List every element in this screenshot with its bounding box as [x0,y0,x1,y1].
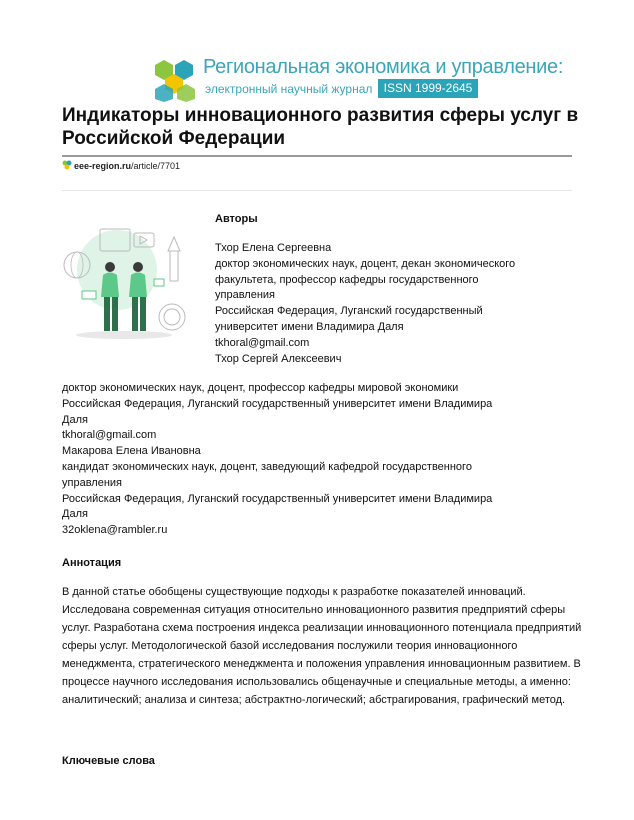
author-1-position: доктор экономических наук, доцент, декан экономического [215,257,516,270]
source-path[interactable]: /article/7701 [131,161,181,171]
author-1-affiliation: университет имени Владимира Даля [215,320,404,333]
author-3-name: Макарова Елена Ивановна [62,445,201,458]
author-2-affiliation: Российская Федерация, Луганский государственный университет имени Владимира [62,397,493,410]
author-1-affiliation: Российская Федерация, Луганский государственный [215,305,483,318]
innovation-illustration [62,225,192,340]
author-3-affiliation: Даля [62,508,88,521]
author-3-email[interactable]: 32oklena@rambler.ru [62,524,168,537]
authors-heading: Авторы [215,213,258,225]
abstract-text: В данной статье обобщены существующие подходы к разработке показателей инноваций. Исследована современная ситуация относительно инновационного развития предприятий сферы услуг. Разработана схема построения индекса реализации инновационного потенциала предприятий сферы услуг. Методологической базой исследования послужили теория инновационного менеджмента, стратегического менеджмента и положения управления инновационным развитием. В процессе научного исследования использовались общенаучные и специальные методы, а именно: аналитический; анализа и синтеза; абстрактно-логический; абстрагирования, графический метод. [62,586,582,706]
author-1-email[interactable]: tkhoral@gmail.com [215,336,310,349]
journal-logo-icon [154,58,198,102]
title-divider [62,155,572,157]
author-3-affiliation: Российская Федерация, Луганский государственный университет имени Владимира [62,492,493,505]
article-title: Индикаторы инновационного развития сферы услуг в Российской Федерации [62,105,579,149]
source-domain[interactable]: eee-region.ru [74,161,132,171]
author-2-name: Тхор Сергей Алексеевич [215,352,342,365]
section-divider [62,190,572,191]
author-1-position: факультета, профессор кафедры государственного [215,273,479,286]
author-3-position: кандидат экономических наук, доцент, заведующий кафедрой государственного [62,460,472,473]
author-2-affiliation: Даля [62,413,88,426]
site-favicon-icon [62,160,72,170]
journal-subtitle: электронный научный журнал [205,82,373,96]
author-2-position: доктор экономических наук, доцент, профессор кафедры мировой экономики [62,382,459,394]
keywords-heading: Ключевые слова [62,755,155,767]
journal-issn: ISSN 1999-2645 [378,79,478,98]
journal-title: Региональная экономика и управление: [203,56,564,78]
journal-header [154,56,564,102]
author-1-name: Тхор Елена Сергеевна [215,242,332,254]
author-3-position: управления [62,476,122,489]
author-2-email[interactable]: tkhoral@gmail.com [62,429,157,442]
source-link[interactable] [62,160,180,171]
authors-block-bottom [62,381,582,539]
abstract-heading: Аннотация [62,557,122,569]
author-1-position: управления [215,289,275,302]
authors-block-top [215,241,575,367]
